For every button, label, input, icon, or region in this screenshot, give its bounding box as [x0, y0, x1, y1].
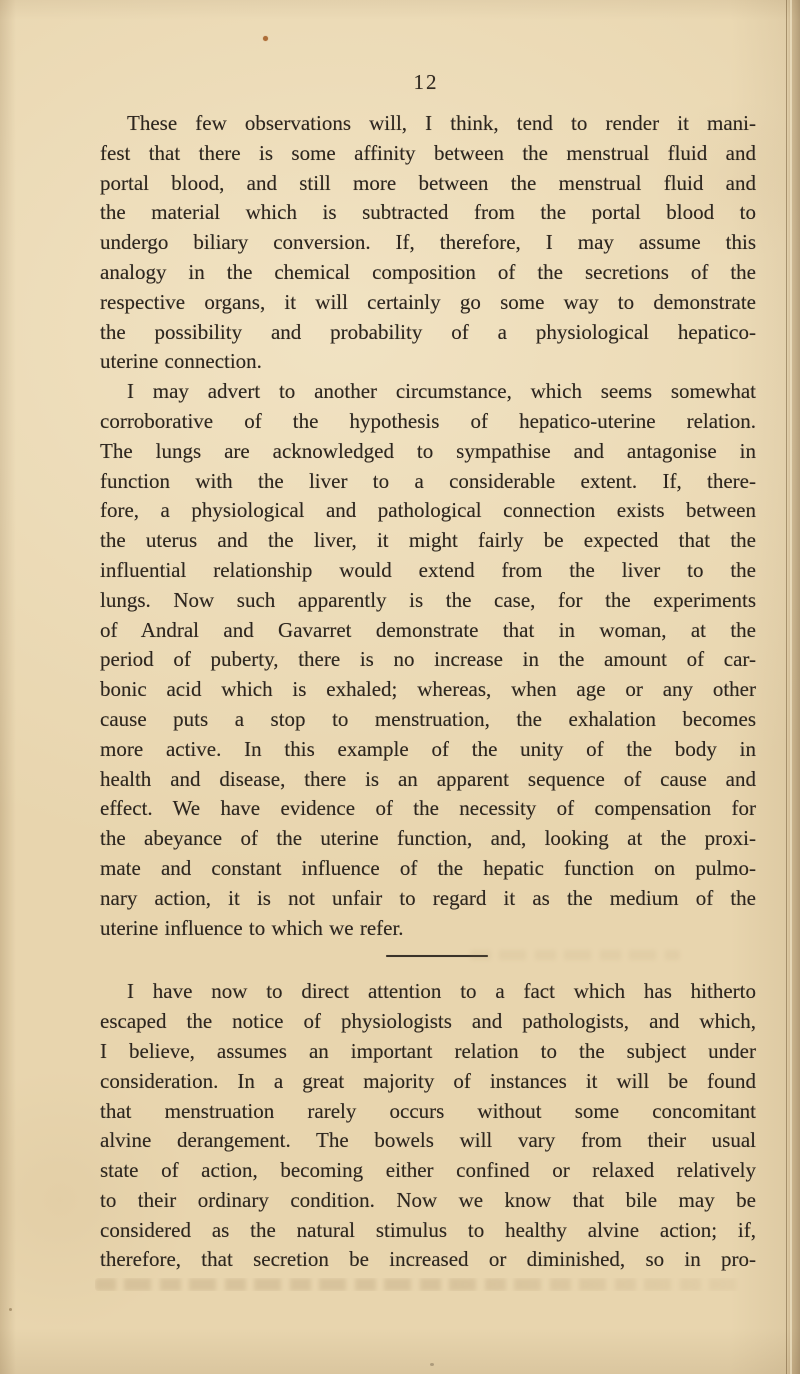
- bleed-through-text: [95, 1278, 745, 1291]
- text-line: that menstruation rarely occurs without some concomitant: [100, 1098, 756, 1123]
- text-line: more active. In this example of the unity of the body in: [100, 736, 756, 761]
- paragraph: [100, 977, 756, 1275]
- text-line: The lungs are acknowledged to sympathise and antagonise in: [100, 438, 756, 463]
- text-line: period of puberty, there is no increase in the amount of car-: [100, 647, 756, 672]
- text-line: undergo biliary conversion. If, therefore, I may assume this: [100, 230, 756, 255]
- page-edge-highlight: [790, 0, 792, 1374]
- text-line: I believe, assumes an important relation to the subject under: [100, 1038, 756, 1063]
- text-line: lungs. Now such apparently is the case, for the experiments: [100, 587, 756, 612]
- page-text: [100, 109, 756, 1275]
- text-line: mate and constant influence of the hepatic function on pulmo-: [100, 855, 756, 880]
- text-line: cause puts a stop to menstruation, the exhalation becomes: [100, 706, 756, 731]
- text-line: alvine derangement. The bowels will vary from their usual: [100, 1128, 756, 1153]
- text-line: corroborative of the hypothesis of hepatico-uterine relation.: [100, 408, 756, 433]
- text-line: state of action, becoming either confined or relaxed relatively: [100, 1158, 756, 1183]
- text-line: therefore, that secretion be increased or diminished, so in pro-: [100, 1247, 756, 1272]
- foxing-speck: [263, 36, 268, 41]
- text-line: I have now to direct attention to a fact which has hitherto: [127, 979, 756, 1004]
- text-line: the uterus and the liver, it might fairly be expected that the: [100, 528, 756, 553]
- text-line: uterine connection.: [100, 349, 262, 374]
- page-edge-shadow: [786, 0, 800, 1374]
- text-line: uterine influence to which we refer.: [100, 915, 404, 940]
- foxing-speck: [9, 1308, 12, 1311]
- text-line: health and disease, there is an apparent sequence of cause and: [100, 766, 756, 791]
- text-line: These few observations will, I think, tend to render it mani-: [127, 111, 756, 135]
- text-line: portal blood, and still more between the menstrual fluid and: [100, 170, 756, 195]
- text-line: bonic acid which is exhaled; whereas, when age or any other: [100, 677, 756, 702]
- text-line: fest that there is some affinity between the menstrual fluid and: [100, 140, 756, 165]
- text-line: effect. We have evidence of the necessity of compensation for: [100, 796, 756, 821]
- foxing-speck: [430, 1363, 434, 1366]
- text-line: the possibility and probability of a physiological hepatico-: [100, 319, 756, 344]
- text-line: escaped the notice of physiologists and pathologists, and which,: [100, 1009, 756, 1034]
- text-line: I may advert to another circumstance, which seems somewhat: [127, 379, 756, 404]
- text-line: the material which is subtracted from the portal blood to: [100, 200, 756, 225]
- text-line: analogy in the chemical composition of the secretions of the: [100, 259, 756, 284]
- text-line: considered as the natural stimulus to healthy alvine action; if,: [100, 1217, 756, 1242]
- text-line: influential relationship would extend from the liver to the: [100, 557, 756, 582]
- text-line: the abeyance of the uterine function, and, looking at the proxi-: [100, 826, 756, 851]
- bleed-through-text: [470, 950, 680, 960]
- text-line: function with the liver to a considerable extent. If, there-: [100, 468, 756, 493]
- text-line: to their ordinary condition. Now we know that bile may be: [100, 1187, 756, 1212]
- text-line: consideration. In a great majority of instances it will be found: [100, 1068, 756, 1093]
- text-line: of Andral and Gavarret demonstrate that in woman, at the: [100, 617, 756, 642]
- paragraph: [100, 377, 756, 943]
- paragraph: [100, 109, 756, 377]
- text-line: fore, a physiological and pathological connection exists between: [100, 498, 756, 523]
- text-line: nary action, it is not unfair to regard it as the medium of the: [100, 885, 756, 910]
- section-divider: [100, 943, 756, 977]
- text-line: respective organs, it will certainly go some way to demonstrate: [100, 289, 756, 314]
- page-number: 12: [413, 70, 439, 94]
